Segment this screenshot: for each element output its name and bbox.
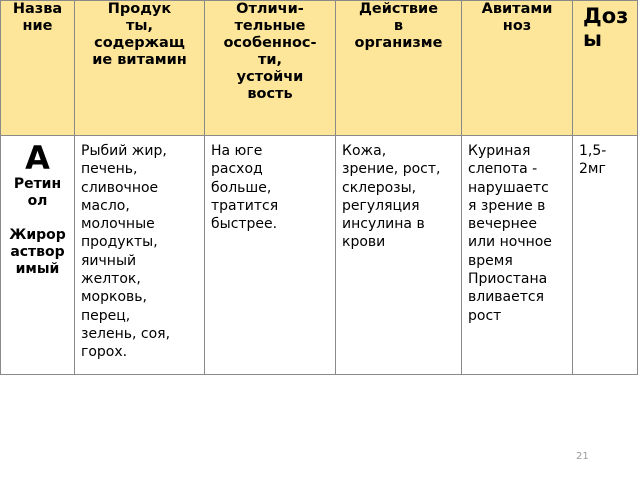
header-avitaminosis: Авитами ноз bbox=[462, 1, 573, 136]
vitamin-letter: А bbox=[25, 139, 50, 177]
cell-action: Кожа, зрение, рост, склерозы, регуляция инсулина в крови bbox=[336, 136, 462, 375]
cell-name bbox=[1, 136, 75, 375]
header-products: Продук ты, содержащ ие витамин bbox=[75, 1, 205, 136]
vitamin-chemical-name: Ретин ол bbox=[13, 176, 62, 209]
slide-number: 21 bbox=[576, 451, 589, 462]
table-header-row bbox=[1, 1, 638, 136]
header-action: Действие в организме bbox=[336, 1, 462, 136]
cell-features: На юге расход больше, тратится быстрее. bbox=[205, 136, 336, 375]
cell-doses: 1,5- 2мг bbox=[573, 136, 638, 375]
cell-products: Рыбий жир, печень, сливочное масло, молочные продукты, яичный желток, морковь, перец, зелень, соя, горох. bbox=[75, 136, 205, 375]
header-name: Назва ние bbox=[1, 1, 75, 136]
table-row bbox=[1, 136, 638, 375]
header-features: Отличи- тельные особеннос- ти, устойчи вость bbox=[205, 1, 336, 136]
vitamin-solubility: Жирор аствор имый bbox=[9, 227, 66, 277]
header-doses: Доз ы bbox=[573, 1, 638, 136]
cell-avitaminosis: Куриная слепота - нарушаетс я зрение в вечернее или ночное время Приостана вливается рост bbox=[462, 136, 573, 375]
